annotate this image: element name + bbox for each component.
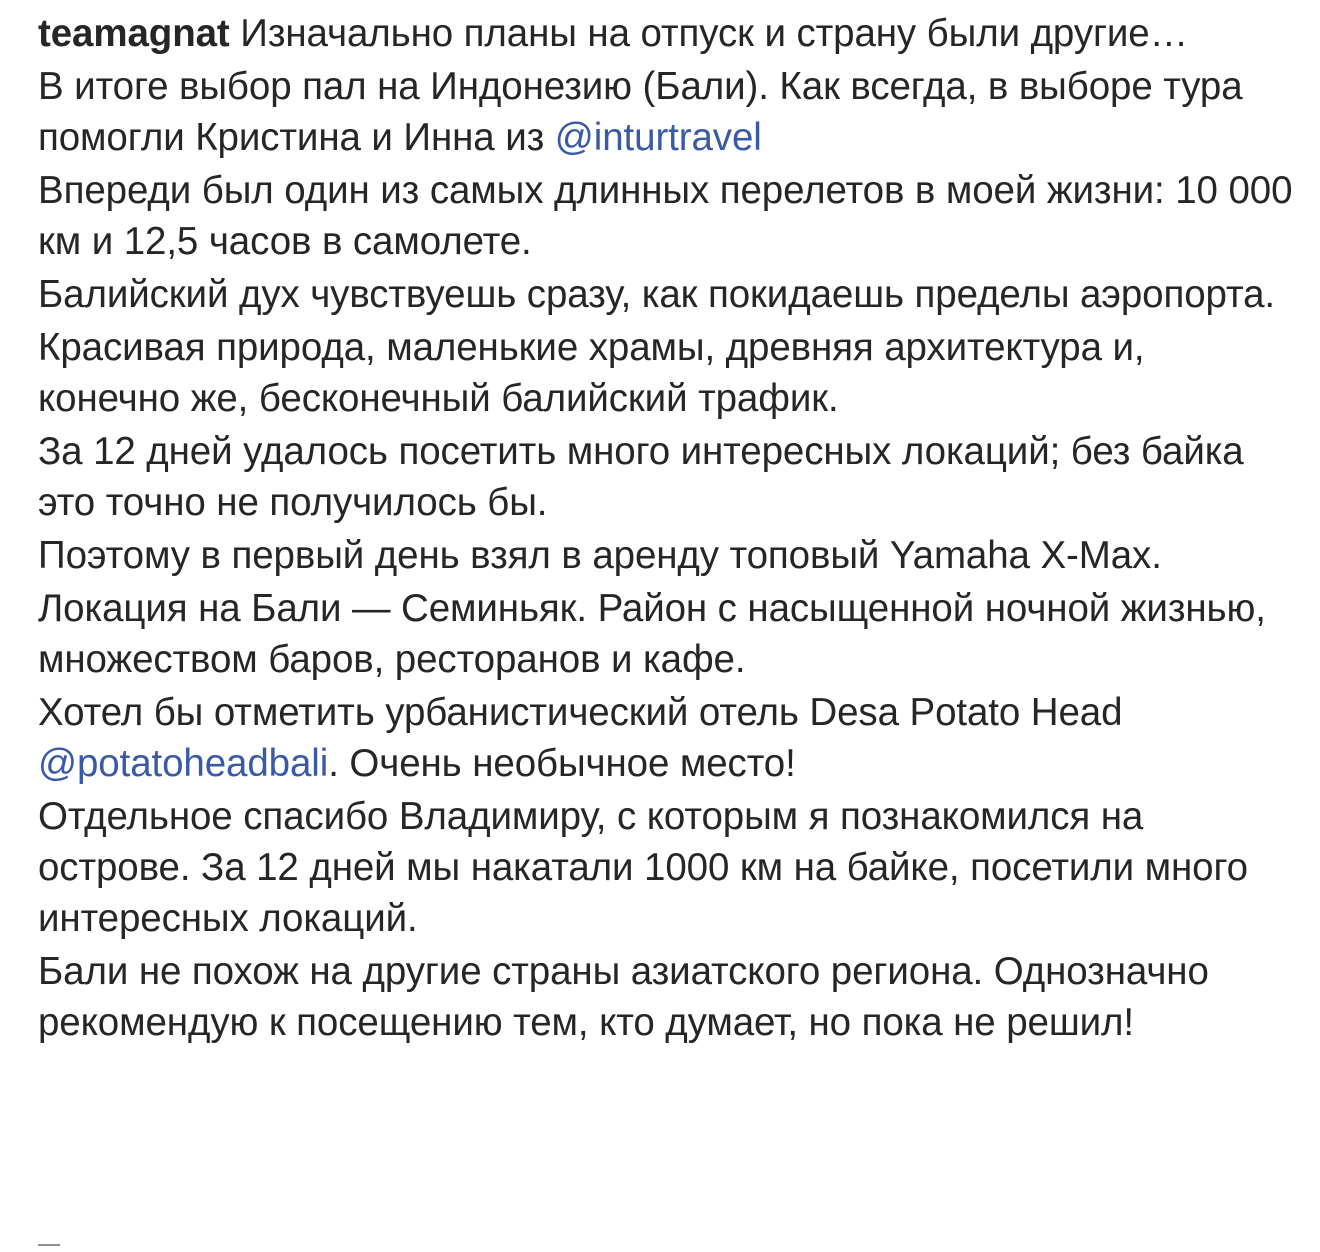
caption-text-7: Поэтому в первый день взял в аренду топовый Yamaha X-Max. — [38, 534, 1162, 577]
caption-text-8: Локация на Бали — Семиньяк. Район с насыщенной ночной жизнью, множеством баров, ресторанов и кафе. — [38, 587, 1266, 681]
cut-off-line-fragment — [38, 1244, 60, 1246]
caption-paragraph-1 — [38, 8, 1293, 59]
caption-paragraph-10 — [38, 791, 1293, 944]
caption-paragraph-8 — [38, 583, 1293, 685]
caption-paragraph-3 — [38, 165, 1293, 267]
caption-text-10: Отдельное спасибо Владимиру, с которым я познакомился на острове. За 12 дней мы накатали 1000 км на байке, посетили много интересных локаций. — [38, 795, 1248, 940]
caption-text-2: В итоге выбор пал на Индонезию (Бали). Как всегда, в выборе тура помогли Кристина и Инна из — [38, 65, 1243, 159]
caption-paragraph-4 — [38, 269, 1293, 320]
caption-paragraph-7 — [38, 530, 1293, 581]
caption-paragraph-11 — [38, 946, 1293, 1048]
post-caption — [38, 8, 1293, 1048]
username-link[interactable]: teamagnat — [38, 12, 230, 55]
caption-text-11: Бали не похож на другие страны азиатского региона. Однозначно рекомендую к посещению тем, кто думает, но пока не решил! — [38, 950, 1209, 1044]
caption-text-6: За 12 дней удалось посетить много интересных локаций; без байка это точно не получилось бы. — [38, 430, 1244, 524]
caption-paragraph-5 — [38, 322, 1293, 424]
caption-paragraph-9 — [38, 687, 1293, 789]
caption-text-1: Изначально планы на отпуск и страну были другие… — [229, 12, 1189, 55]
caption-text-9a: Хотел бы отметить урбанистический отель Desa Potato Head — [38, 691, 1123, 734]
caption-text-9b: . Очень необычное место! — [328, 742, 796, 785]
caption-text-5: Красивая природа, маленькие храмы, древняя архитектура и, конечно же, бесконечный балийский трафик. — [38, 326, 1145, 420]
caption-paragraph-2 — [38, 61, 1293, 163]
caption-text-4: Балийский дух чувствуешь сразу, как покидаешь пределы аэропорта. — [38, 273, 1276, 316]
caption-text-3: Впереди был один из самых длинных перелетов в моей жизни: 10 000 км и 12,5 часов в самолете. — [38, 169, 1293, 263]
mention-potatoheadbali[interactable]: @potatoheadbali — [38, 742, 329, 785]
mention-inturtravel[interactable]: @inturtravel — [554, 116, 762, 159]
caption-paragraph-6 — [38, 426, 1293, 528]
